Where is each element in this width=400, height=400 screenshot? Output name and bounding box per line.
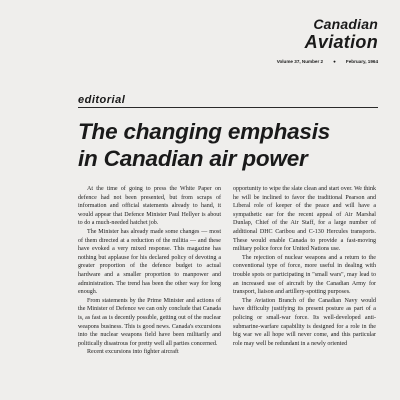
- paragraph: From statements by the Prime Minister and actions of the Minister of Defence we can only conclude that Canada is, as fast as is decently possible, getting out of the nuclear weapons business. This is good news. Canada's excursions into the nuclear weapons field have been militarily and politically disastrous for pretty well all parties concerned.: [78, 297, 221, 347]
- section-label: editorial: [78, 94, 126, 106]
- issue-date: February, 1964: [345, 59, 378, 64]
- paragraph: The rejection of nuclear weapons and a return to the conventional type of force, more useful in dealing with trouble spots or participating in "small wars", may lead to an increased use of aircraft by the Canadian Army for transport, liaison and artillery-spotting purposes.: [233, 254, 376, 296]
- headline-line-1: The changing emphasis: [78, 119, 331, 144]
- article-headline: [78, 118, 398, 172]
- paragraph: The Aviation Branch of the Canadian Navy would have difficulty justifying its present posture as part of a policing or small-war force. Its well-developed anti-submarine-warfare capability is designed for a role in the big war we all hope will never come, and this particular role may well be redundant in a newly oriented: [233, 297, 376, 347]
- masthead-line-canadian: Canadian: [313, 16, 378, 32]
- bullet-separator: ●: [333, 59, 336, 64]
- paragraph: Recent excursions into fighter aircraft: [87, 349, 179, 356]
- volume-number: Volume 37, Number 2: [276, 59, 324, 64]
- headline-line-2: in Canadian air power: [78, 146, 308, 171]
- section-divider: [78, 107, 378, 108]
- paragraph: The Minister has already made some changes — most of them directed at a reduction of the militia — and these have evoked a very mixed response. This magazine has nothing but applause for his declared policy of devoting a greater proportion of the defence budget to actual hardware and a smaller proportion to manpower and administration. The trend has been the other way for long enough.: [78, 228, 221, 296]
- body-column-left: [78, 185, 221, 357]
- magazine-masthead: [305, 16, 378, 52]
- issue-info: [277, 59, 378, 64]
- paragraph: At the time of going to press the White Paper on defence had not been presented, but from scraps of information and official statements already to hand, it would appear that Defence Minister Paul Hellyer is about to do a much-needed hatchet job.: [78, 186, 221, 227]
- body-column-right: [233, 185, 376, 348]
- paragraph: opportunity to wipe the slate clean and start over. We think he will be inclined to favor the traditional Pearson and Liberal role of keeper of the peace and will have a sympathetic ear for the recent appeal of Air Marshal Dunlap, Chief of the Air Staff, for a large number of additional DHC Caribou and C-130 Hercules transports. These would enable Canada to provide a fast-moving military police force for United Nations use.: [233, 186, 376, 253]
- masthead-line-aviation: Aviation: [304, 32, 378, 52]
